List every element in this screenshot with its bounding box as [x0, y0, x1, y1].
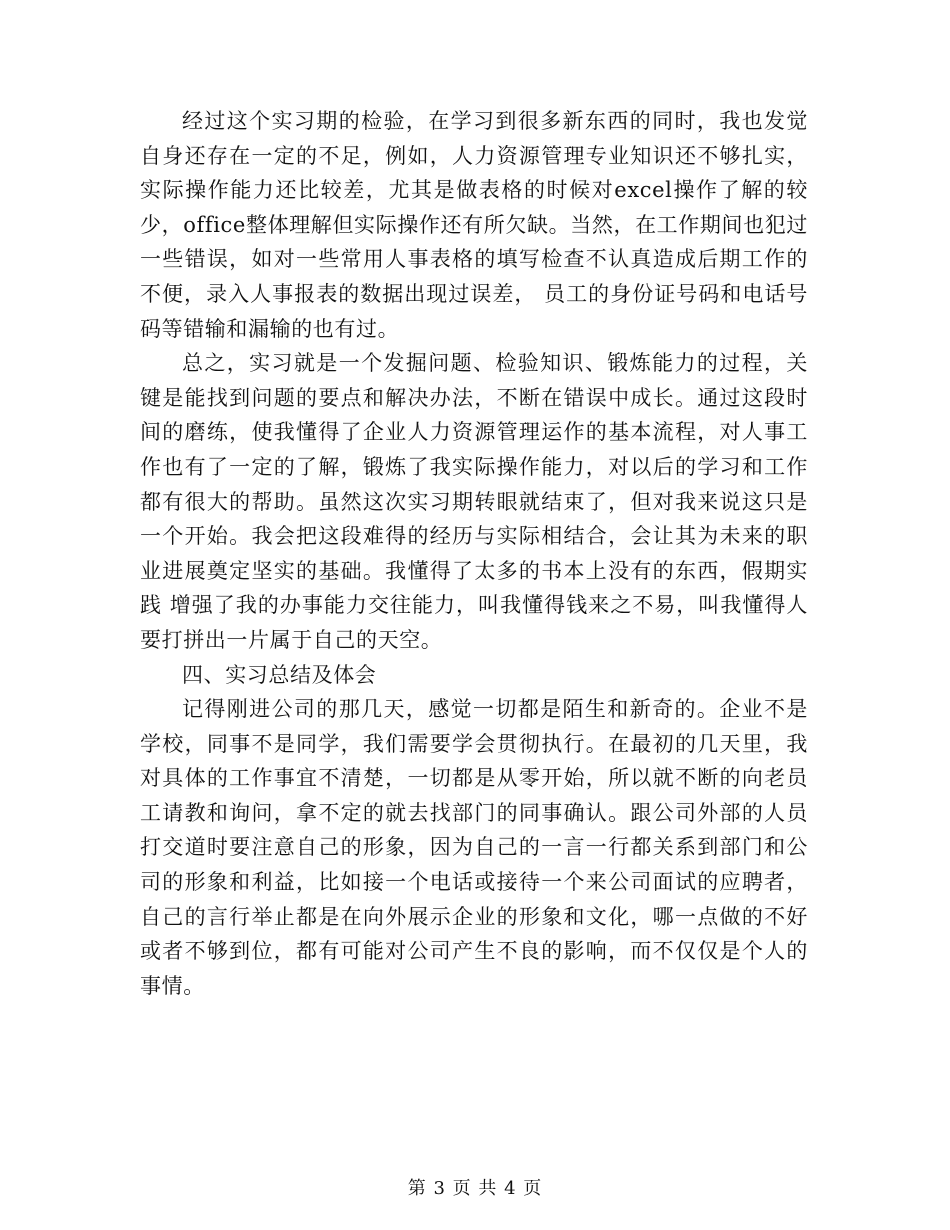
section-heading: 四、实习总结及体会 — [182, 662, 377, 687]
page-number-footer: 第 3 页 共 4 页 — [407, 1178, 543, 1199]
paragraph-first-days: 记得刚进公司的那几天，感觉一切都是陌生和新奇的。企业不是学校，同事不是同学，我们需要学会贯彻执行。在最初的几天里，我对具体的工作事宜不清楚，一切都是从零开始，所以就不断的向老员工请教和询问，拿不定的就去找部门的同事确认。跟公司外部的人员打交道时要注意自己的形象，因为自己的一言一行都关系到部门和公司的形象和利益，比如接一个电话或接待一个来公司面试的应聘者，自己的言行举止都是在向外展示企业的形象和文化，哪一点做的不好或者不够到位，都有可能对公司产生不良的影响，而不仅仅是个人的事情。 — [140, 697, 808, 998]
paragraph-internship-shortcomings: 经过这个实习期的检验，在学习到很多新东西的同时，我也发觉自身还存在一定的不足，例如，人力资源管理专业知识还不够扎实，实际操作能力还比较差，尤其是做表格的时候对excel操作了解的较少，office整体理解但实际操作还有所欠缺。当然，在工作期间也犯过一些错误，如对一些常用人事表格的填写检查不认真造成后期工作的不便，录入人事报表的数据出现过误差， 员工的身份证号码和电话号码等错输和漏输的也有过。 — [140, 109, 808, 341]
paragraph-internship-summary: 总之，实习就是一个发掘问题、检验知识、锻炼能力的过程，关键是能找到问题的要点和解决办法，不断在错误中成长。通过这段时间的磨练，使我懂得了企业人力资源管理运作的基本流程，对人事工作也有了一定的了解，锻炼了我实际操作能力，对以后的学习和工作都有很大的帮助。虽然这次实习期转眼就结束了，但对我来说这只是一个开始。我会把这段难得的经历与实际相结合，会让其为未来的职业进展奠定坚实的基础。我懂得了太多的书本上没有的东西，假期实践 增强了我的办事能力交往能力，叫我懂得钱来之不易，叫我懂得人要打拼出一片属于自己的天空。 — [140, 351, 808, 652]
document-body — [140, 104, 808, 1003]
